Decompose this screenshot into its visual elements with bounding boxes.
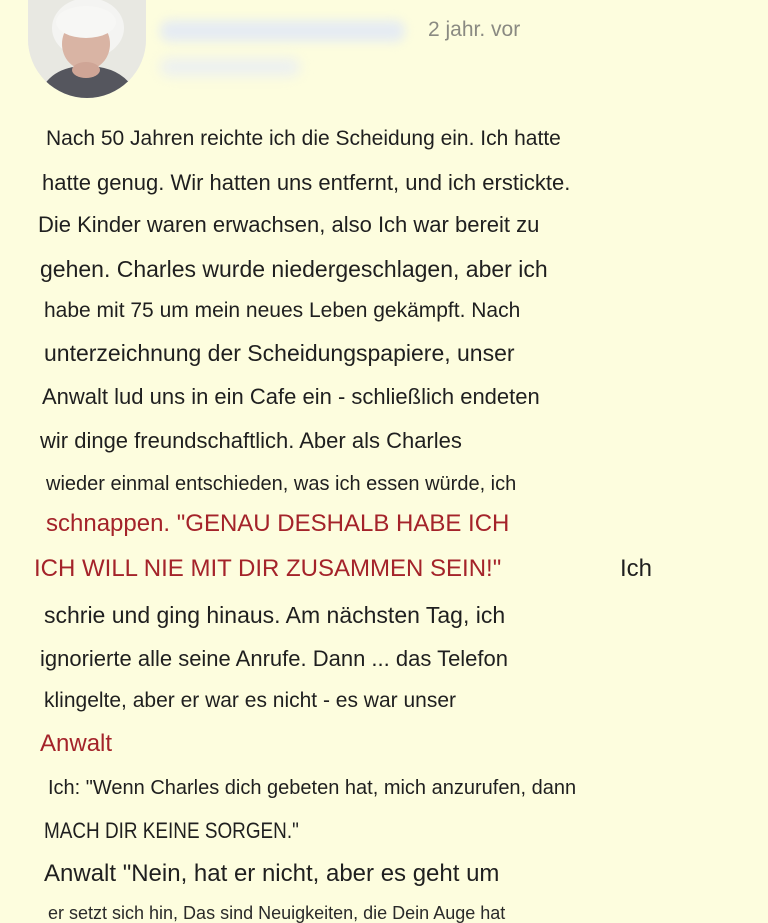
user-avatar[interactable] — [28, 0, 146, 98]
text-line: ignorierte alle seine Anrufe. Dann ... das Telefon — [40, 646, 509, 671]
emphasized-text-line: ICH WILL NIE MIT DIR ZUSAMMEN SEIN!" — [34, 555, 502, 582]
emphasized-text-line: Anwalt — [40, 730, 113, 757]
text-line: wir dinge freundschaftlich. Aber als Charles — [40, 428, 462, 453]
user-subtitle-redacted — [160, 58, 300, 76]
avatar-photo — [28, 0, 146, 98]
text-line: gehen. Charles wurde niedergeschlagen, aber ich — [40, 256, 548, 282]
text-line: er setzt sich hin, Das sind Neuigkeiten, die Dein Auge hat — [48, 903, 506, 923]
text-line: Ich — [620, 555, 653, 582]
text-line: Ich: "Wenn Charles dich gebeten hat, mich anzurufen, dann — [48, 777, 577, 799]
text-line: habe mit 75 um mein neues Leben gekämpft. Nach — [44, 299, 521, 322]
text-line: Nach 50 Jahren reichte ich die Scheidung ein. Ich hatte — [46, 127, 561, 150]
text-line: unterzeichnung der Scheidungspapiere, unser — [44, 340, 515, 366]
text-line: wieder einmal entschieden, was ich essen würde, ich — [46, 473, 517, 495]
comment-timestamp: 2 jahr. vor — [428, 18, 521, 41]
text-line: Anwalt "Nein, hat er nicht, aber es geht um — [44, 860, 500, 887]
text-line: schrie und ging hinaus. Am nächsten Tag, ich — [44, 602, 506, 628]
text-line: hatte genug. Wir hatten uns entfernt, und ich erstickte. — [42, 170, 571, 195]
text-line: Die Kinder waren erwachsen, also Ich war bereit zu — [38, 212, 540, 237]
text-line: klingelte, aber er war es nicht - es war unser — [44, 689, 457, 712]
emphasized-text-line: schnappen. "GENAU DESHALB HABE ICH — [46, 510, 510, 537]
text-line: MACH DIR KEINE SORGEN." — [44, 818, 299, 843]
username-redacted — [160, 20, 405, 42]
comment-header — [0, 0, 768, 110]
text-line: Anwalt lud uns in ein Cafe ein - schließlich endeten — [42, 384, 540, 409]
